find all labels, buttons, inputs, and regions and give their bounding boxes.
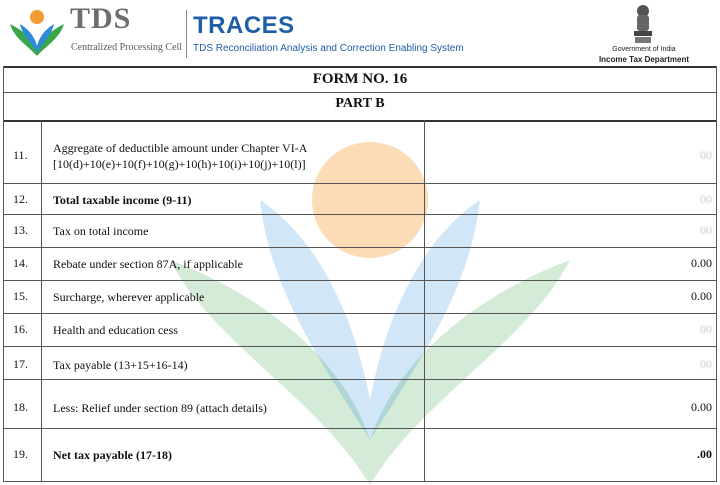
header-divider bbox=[186, 10, 187, 58]
row-description: Rebate under section 87A, if applicable bbox=[53, 257, 243, 271]
row-description: Total taxable income (9-11) bbox=[53, 193, 192, 207]
form-part-title: PART B bbox=[335, 96, 385, 111]
row-description: Less: Relief under section 89 (attach details) bbox=[53, 401, 267, 415]
row-description: Net tax payable (17-18) bbox=[53, 448, 172, 462]
column-divider bbox=[424, 120, 425, 482]
row-divider bbox=[3, 313, 717, 314]
tds-logo-text: TDS bbox=[70, 2, 132, 35]
row-number: 16. bbox=[13, 322, 28, 336]
row-value: 00 bbox=[700, 192, 712, 206]
row-divider bbox=[3, 183, 717, 184]
row-value: .00 bbox=[697, 447, 712, 461]
row-divider bbox=[3, 428, 717, 429]
page-header bbox=[0, 0, 720, 66]
row-number: 17. bbox=[13, 357, 28, 371]
row-number: 18. bbox=[13, 400, 28, 414]
row-number: 11. bbox=[13, 148, 28, 162]
tds-leaf-logo-icon bbox=[8, 8, 66, 58]
row-description: Health and education cess bbox=[53, 323, 178, 337]
row-number: 15. bbox=[13, 289, 28, 303]
row-description: Surcharge, wherever applicable bbox=[53, 290, 205, 304]
row-description-line: [10(d)+10(e)+10(f)+10(g)+10(h)+10(i)+10(j)+10(l)] bbox=[53, 157, 306, 171]
row-description-line: Aggregate of deductible amount under Chapter VI-A bbox=[53, 141, 308, 155]
row-value: 0.00 bbox=[691, 289, 712, 303]
row-description: Tax payable (13+15+16-14) bbox=[53, 358, 188, 372]
row-divider bbox=[3, 379, 717, 380]
cpc-text: Centralized Processing Cell bbox=[71, 42, 183, 53]
row-value: 00 bbox=[700, 148, 712, 162]
government-text: Government of India bbox=[612, 46, 676, 53]
row-description: Tax on total income bbox=[53, 224, 149, 238]
form-border-bottom bbox=[3, 481, 717, 482]
traces-subtitle: TDS Reconciliation Analysis and Correction Enabling System bbox=[193, 43, 464, 54]
form-border-left bbox=[3, 66, 4, 482]
row-divider bbox=[3, 247, 717, 248]
row-number: 19. bbox=[13, 447, 28, 461]
row-value: 00 bbox=[700, 223, 712, 237]
form-divider bbox=[3, 92, 717, 93]
row-value: 00 bbox=[700, 322, 712, 336]
row-value: 0.00 bbox=[691, 400, 712, 414]
row-divider bbox=[3, 346, 717, 347]
row-value: 0.00 bbox=[691, 256, 712, 270]
row-divider bbox=[3, 214, 717, 215]
row-description bbox=[53, 140, 413, 172]
row-number: 12. bbox=[13, 192, 28, 206]
national-emblem-icon bbox=[630, 3, 656, 45]
department-text: Income Tax Department bbox=[598, 55, 690, 64]
form-border-right bbox=[716, 66, 717, 482]
row-value: 00 bbox=[700, 357, 712, 371]
row-divider bbox=[3, 280, 717, 281]
form-title: FORM NO. 16 bbox=[312, 71, 408, 87]
row-number: 14. bbox=[13, 256, 28, 270]
traces-title: TRACES bbox=[193, 12, 295, 39]
column-divider bbox=[41, 120, 42, 482]
form-border-top bbox=[3, 66, 717, 68]
form-16-part-b bbox=[3, 66, 717, 485]
row-number: 13. bbox=[13, 223, 28, 237]
form-divider bbox=[3, 120, 717, 122]
